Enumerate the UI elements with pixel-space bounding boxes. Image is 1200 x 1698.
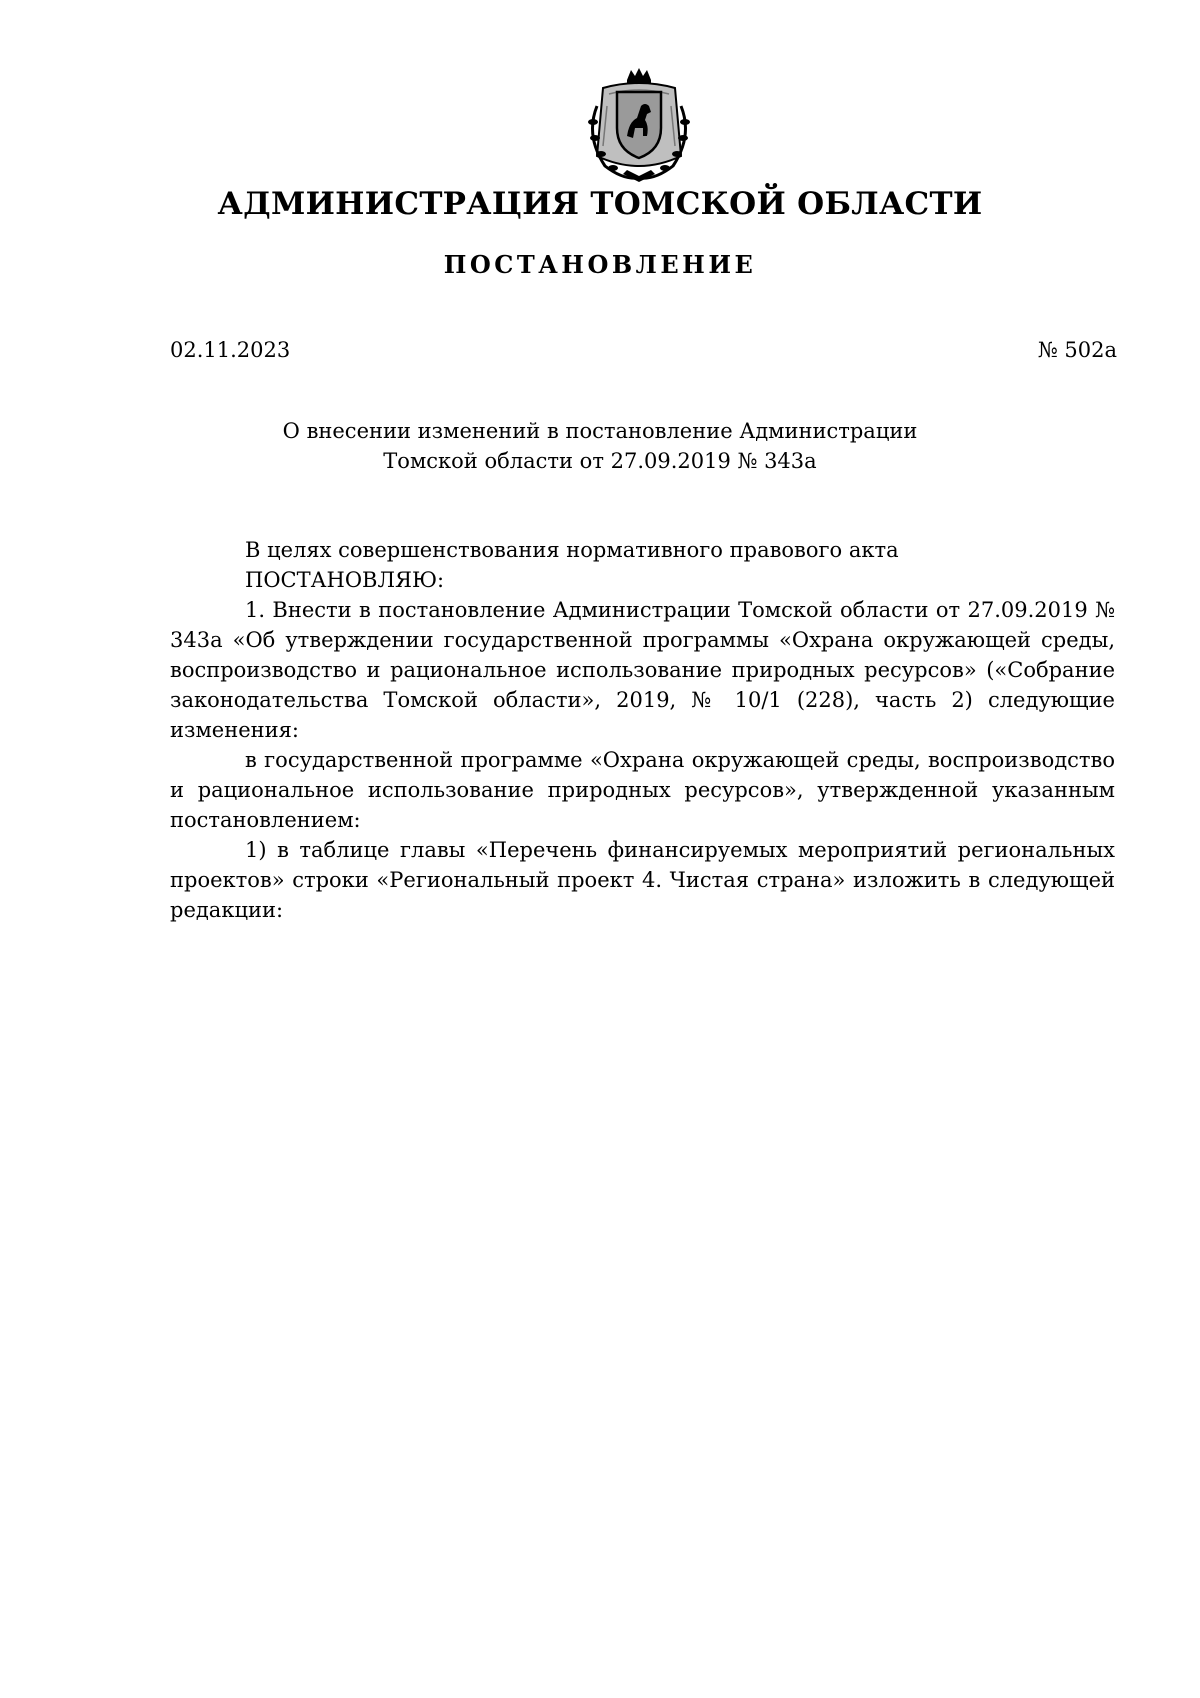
decree-word: ПОСТАНОВЛЯЮ: (245, 568, 445, 592)
organization-title: АДМИНИСТРАЦИЯ ТОМСКОЙ ОБЛАСТИ (217, 186, 983, 222)
subject-line: О внесении изменений в постановление Администрации (282, 419, 918, 443)
purpose-paragraph: В целях совершенствования нормативного правового акта (245, 538, 899, 562)
document-type: ПОСТАНОВЛЕНИЕ (443, 250, 757, 279)
document-date: 02.11.2023 (170, 338, 291, 362)
document-subject (0, 416, 1200, 476)
item-1-sub-1-paragraph: 1) в таблице главы «Перечень финансируемых мероприятий региональных проектов» строки «Региональный проект 4. Чистая страна» изложить в следующей редакции: (170, 838, 1115, 922)
subject-line: Томской области от 27.09.2019 № 343а (383, 449, 817, 473)
item-1-paragraph: 1. Внести в постановление Администрации Томской области от 27.09.2019 № 343а «Об утверждении государственной программы «Охрана окружающей среды, воспроизводство и рациональное использование природных ресурсов» («Собрание законодательства Томской области», 2019, № 10/1 (228), часть 2) следующие изменения: (170, 598, 1115, 742)
document-number: № 502а (1037, 338, 1117, 362)
item-1-intro-paragraph: в государственной программе «Охрана окружающей среды, воспроизводство и рациональное использование природных ресурсов», утвержденной указанным постановлением: (170, 748, 1115, 832)
document-body (170, 535, 1115, 925)
coat-of-arms-icon (583, 66, 695, 184)
